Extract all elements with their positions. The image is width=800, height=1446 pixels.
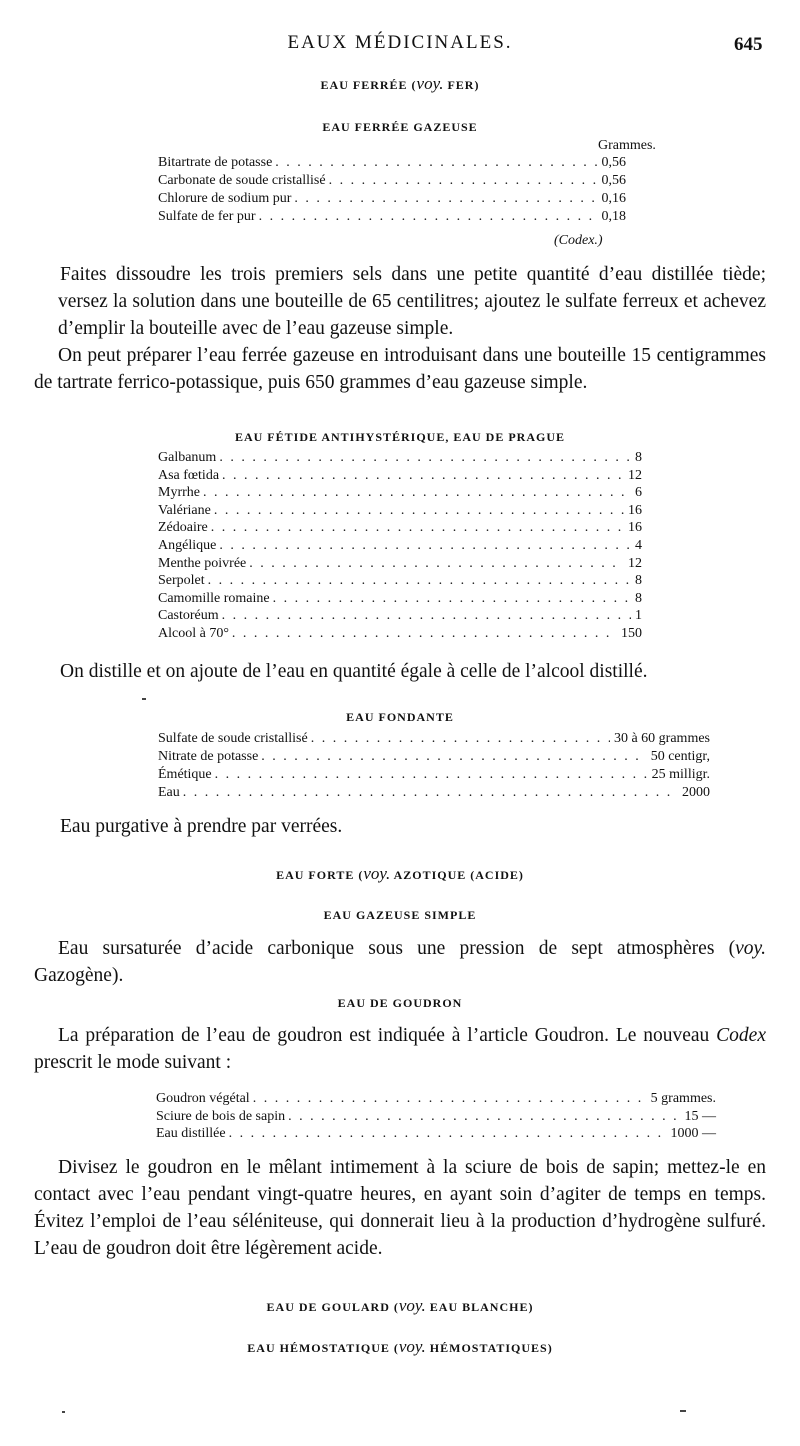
heading-eau-goulard: EAU DE GOULARD (voy. EAU BLANCHE)	[266, 1296, 534, 1315]
print-speck	[680, 1410, 686, 1412]
ingredient-amount: 4	[635, 538, 642, 553]
recipe-row	[158, 449, 642, 467]
leader-dots	[219, 449, 631, 467]
heading-eau-hemostatique: EAU HÉMOSTATIQUE (voy. HÉMOSTATIQUES)	[247, 1337, 553, 1356]
ingredient-amount: 1	[635, 608, 642, 624]
leader-dots	[183, 784, 678, 802]
heading-eau-ferree: EAU FERRÉE (voy. FER)	[320, 74, 480, 93]
ingredient-amount: 25 milligr.	[651, 767, 710, 782]
recipe-row	[158, 766, 710, 784]
recipe-row	[156, 1125, 716, 1143]
page-number: 645	[734, 34, 763, 55]
recipe-row	[158, 572, 642, 590]
unit-label: Grammes.	[598, 138, 656, 153]
ingredient-name: Bitartrate de potasse	[158, 154, 275, 172]
leader-dots	[288, 1108, 680, 1126]
recipe-row	[158, 537, 642, 555]
ingredient-name: Chlorure de sodium pur	[158, 190, 294, 208]
paragraph-goudron-1: La préparation de l’eau de goudron est indiquée à l’article Goudron. Le nouveau Codex prescrit le mode suivant :	[34, 1025, 766, 1073]
leader-dots	[294, 190, 597, 208]
ingredient-name: Goudron végétal	[156, 1090, 253, 1108]
recipe-row	[158, 519, 642, 537]
ingredient-amount: 8	[635, 590, 642, 606]
recipe-row	[156, 1108, 716, 1126]
ingredient-name: Valériane	[158, 502, 214, 520]
ingredient-name: Nitrate de potasse	[158, 748, 261, 766]
recipe-row	[158, 467, 642, 485]
leader-dots	[253, 1090, 647, 1108]
recipe-row	[158, 502, 642, 520]
leader-dots	[222, 467, 624, 485]
leader-dots	[215, 766, 648, 784]
recipe-row	[158, 208, 626, 226]
recipe-row	[158, 484, 642, 502]
leader-dots	[214, 502, 624, 520]
heading-eau-ferree-gazeuse: EAU FERRÉE GAZEUSE	[322, 120, 478, 134]
ingredient-name: Myrrhe	[158, 484, 203, 502]
paragraph-ferree-2: On peut préparer l’eau ferrée gazeuse en introduisant dans une bouteille 15 centigrammes de tartrate ferrico-potassique, puis 650 grammes d’eau gazeuse simple.	[34, 345, 766, 393]
leader-dots	[273, 590, 631, 608]
ingredient-name: Émétique	[158, 766, 215, 784]
ingredient-amount: 6	[635, 485, 642, 501]
ingredient-amount: 150	[621, 626, 642, 641]
ingredient-amount: 15 —	[684, 1108, 716, 1124]
ingredient-name: Eau	[158, 784, 183, 802]
ingredient-amount: 0,56	[601, 155, 626, 170]
leader-dots	[208, 572, 631, 590]
running-head: EAUX MÉDICINALES.	[287, 32, 513, 53]
leader-dots	[259, 208, 598, 226]
leader-dots	[229, 1125, 667, 1143]
print-speck	[142, 698, 146, 700]
ingredient-amount: 50 centigr,	[650, 749, 710, 764]
ingredient-name: Galbanum	[158, 449, 219, 467]
leader-dots	[219, 537, 631, 555]
paragraph-fondante: Eau purgative à prendre par verrées.	[60, 816, 343, 837]
paragraph-gazeuse: Eau sursaturée d’acide carbonique sous une pression de sept atmosphères (voy. Gazogène).	[34, 938, 766, 986]
heading-eau-fondante: EAU FONDANTE	[346, 710, 454, 724]
ingredient-amount: 2000	[682, 785, 710, 800]
ingredient-amount: 1000 —	[670, 1126, 716, 1141]
leader-dots	[249, 555, 624, 573]
leader-dots	[211, 519, 624, 537]
ingredient-amount: 8	[635, 450, 642, 465]
ingredient-amount: 0,16	[601, 191, 626, 206]
leader-dots	[311, 730, 610, 748]
leader-dots	[329, 172, 598, 190]
recipe-row	[158, 555, 642, 573]
ingredient-name: Sulfate de fer pur	[158, 208, 259, 226]
ingredient-amount: 0,56	[601, 173, 626, 188]
ingredient-name: Sulfate de soude cristallisé	[158, 730, 311, 748]
recipe-row	[156, 1090, 716, 1108]
recipe-row	[158, 607, 642, 625]
leader-dots	[222, 607, 631, 625]
ingredient-name: Camomille romaine	[158, 590, 273, 608]
recipe-row	[158, 590, 642, 608]
ingredient-name: Eau distillée	[156, 1125, 229, 1143]
ingredient-amount: 16	[628, 502, 642, 518]
leader-dots	[275, 154, 597, 172]
recipe-row	[158, 748, 710, 766]
heading-eau-fetide: EAU FÉTIDE ANTIHYSTÉRIQUE, EAU DE PRAGUE	[234, 430, 566, 444]
ingredient-name: Angélique	[158, 537, 219, 555]
paragraph-ferree-1: Faites dissoudre les trois premiers sels dans une petite quantité d’eau distillée tiède; versez la solution dans une bouteille de 65 centilitres; ajoutez le sulfate ferreux et achevez d’emplir la bouteille avec de l’eau gazeuse simple.	[58, 264, 766, 339]
ingredient-name: Alcool à 70°	[158, 625, 232, 643]
recipe-row	[158, 190, 626, 208]
leader-dots	[203, 484, 631, 502]
ingredient-amount: 30 à 60 grammes	[613, 731, 710, 746]
paragraph-fetide: On distille et on ajoute de l’eau en quantité égale à celle de l’alcool distillé.	[60, 661, 648, 682]
ingredient-amount: 12	[628, 467, 642, 483]
ingredient-name: Serpolet	[158, 572, 208, 590]
ingredient-name: Asa fœtida	[158, 467, 222, 485]
ingredient-name: Menthe poivrée	[158, 555, 249, 573]
ingredient-amount: 8	[635, 573, 642, 589]
print-speck	[62, 1411, 65, 1413]
paragraph-goudron-2: Divisez le goudron en le mêlant intimement à la sciure de bois de sapin; mettez-le en contact avec l’eau pendant vingt-quatre heures, en ayant soin d’agiter de temps en temps. Évitez l’emploi de l’eau séléniteuse, qui donnerait lieu à la production d’hydrogène sulfuré. L’eau de goudron doit être légèrement acide.	[34, 1157, 766, 1259]
recipe-row	[158, 154, 626, 172]
source-codex: (Codex.)	[554, 233, 603, 248]
ingredient-amount: 5 grammes.	[650, 1091, 716, 1106]
heading-eau-forte: EAU FORTE (voy. AZOTIQUE (ACIDE)	[276, 864, 524, 883]
leader-dots	[261, 748, 646, 766]
heading-eau-gazeuse: EAU GAZEUSE SIMPLE	[323, 908, 477, 922]
recipe-row	[158, 730, 710, 748]
recipe-row	[158, 625, 642, 643]
ingredient-name: Sciure de bois de sapin	[156, 1108, 288, 1126]
recipe-row	[158, 784, 710, 802]
heading-eau-goudron: EAU DE GOUDRON	[337, 996, 463, 1010]
ingredient-amount: 16	[628, 520, 642, 536]
ingredient-amount: 0,18	[601, 209, 626, 224]
ingredient-name: Castoréum	[158, 607, 222, 625]
ingredient-name: Zédoaire	[158, 519, 211, 537]
leader-dots	[232, 625, 617, 643]
ingredient-name: Carbonate de soude cristallisé	[158, 172, 329, 190]
ingredient-amount: 12	[628, 555, 642, 571]
recipe-row	[158, 172, 626, 190]
